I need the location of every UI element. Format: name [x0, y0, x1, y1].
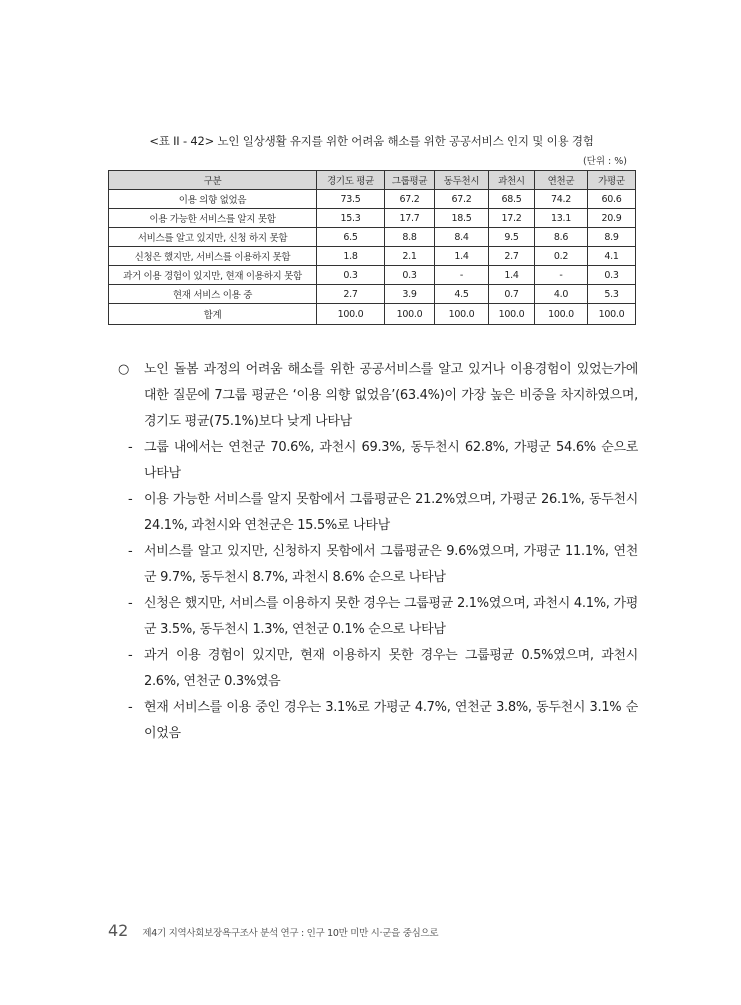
- table-cell: 6.5: [317, 228, 385, 247]
- row-label: 이용 가능한 서비스를 알지 못함: [109, 209, 317, 228]
- table-cell: 100.0: [435, 304, 489, 325]
- table-cell: 60.6: [588, 190, 636, 209]
- table-cell: 8.6: [535, 228, 588, 247]
- header-cell: 구분: [109, 171, 317, 190]
- table-cell: 5.3: [588, 285, 636, 304]
- table-row: [109, 228, 636, 247]
- table-cell: 67.2: [385, 190, 435, 209]
- table-cell: 68.5: [489, 190, 535, 209]
- header-cell: 경기도 평균: [317, 171, 385, 190]
- row-label: 과거 이용 경험이 있지만, 현재 이용하지 못함: [109, 266, 317, 285]
- table-cell: 17.2: [489, 209, 535, 228]
- sub-bullet-text: 그룹 내에서는 연천군 70.6%, 과천시 69.3%, 동두천시 62.8%, 가평군 54.6% 순으로 나타남: [144, 440, 638, 481]
- table-cell: 73.5: [317, 190, 385, 209]
- table-cell: 8.4: [435, 228, 489, 247]
- sub-bullet-text: 현재 서비스를 이용 중인 경우는 3.1%로 가평군 4.7%, 연천군 3.8%, 동두천시 3.1% 순이었음: [144, 700, 638, 741]
- dash-mark: -: [128, 700, 133, 715]
- table-cell: -: [435, 266, 489, 285]
- table-cell: 100.0: [588, 304, 636, 325]
- row-label: 신청은 했지만, 서비스를 이용하지 못함: [109, 247, 317, 266]
- table-cell: 0.3: [317, 266, 385, 285]
- table-total-row: [109, 304, 636, 325]
- sub-bullet: [118, 487, 638, 539]
- table-row: [109, 209, 636, 228]
- table-cell: 0.7: [489, 285, 535, 304]
- table-caption: <표 II - 42> 노인 일상생활 유지를 위한 어려움 해소를 위한 공공서비스 인지 및 이용 경험: [149, 134, 594, 148]
- table-cell: 20.9: [588, 209, 636, 228]
- table-cell: 4.0: [535, 285, 588, 304]
- table-cell: 67.2: [435, 190, 489, 209]
- dash-mark: -: [128, 596, 133, 611]
- table-cell: 9.5: [489, 228, 535, 247]
- dash-mark: -: [128, 544, 133, 559]
- sub-bullet: [118, 435, 638, 487]
- dash-mark: -: [128, 648, 133, 663]
- header-cell: 과천시: [489, 171, 535, 190]
- body-text: [118, 357, 638, 747]
- table-cell: 4.1: [588, 247, 636, 266]
- circle-bullet-mark: ○: [118, 362, 130, 377]
- table-cell: 8.8: [385, 228, 435, 247]
- dash-mark: -: [128, 492, 133, 507]
- table-cell: 17.7: [385, 209, 435, 228]
- sub-bullet-text: 과거 이용 경험이 있지만, 현재 이용하지 못한 경우는 그룹평균 0.5%였으며, 과천시 2.6%, 연천군 0.3%였음: [144, 648, 638, 689]
- header-cell: 가평군: [588, 171, 636, 190]
- table-cell: 15.3: [317, 209, 385, 228]
- table-cell: 1.8: [317, 247, 385, 266]
- table-header-row: [109, 171, 636, 190]
- table-cell: 100.0: [385, 304, 435, 325]
- table-row: [109, 285, 636, 304]
- header-cell: 동두천시: [435, 171, 489, 190]
- table-cell: 0.2: [535, 247, 588, 266]
- main-bullet: [118, 357, 638, 435]
- header-cell: 그룹평균: [385, 171, 435, 190]
- page-number: 42: [108, 921, 129, 940]
- table-cell: 100.0: [489, 304, 535, 325]
- table-cell: 100.0: [317, 304, 385, 325]
- table-cell: 4.5: [435, 285, 489, 304]
- table-row: [109, 190, 636, 209]
- table-row: [109, 247, 636, 266]
- table-row: [109, 266, 636, 285]
- row-label: 합계: [109, 304, 317, 325]
- table-cell: 8.9: [588, 228, 636, 247]
- row-label: 서비스를 알고 있지만, 신청 하지 못함: [109, 228, 317, 247]
- sub-bullet-text: 서비스를 알고 있지만, 신청하지 못함에서 그룹평균은 9.6%였으며, 가평군 11.1%, 연천군 9.7%, 동두천시 8.7%, 과천시 8.6% 순으로 나타남: [144, 544, 638, 585]
- table-cell: 100.0: [535, 304, 588, 325]
- data-table: [108, 170, 636, 325]
- table-cell: 2.1: [385, 247, 435, 266]
- running-title: 제4기 지역사회보장욕구조사 분석 연구 : 인구 10만 미만 시·군을 중심으로: [142, 928, 439, 939]
- table-unit: (단위 : %): [582, 156, 627, 167]
- table-cell: 2.7: [489, 247, 535, 266]
- dash-mark: -: [128, 440, 133, 455]
- header-cell: 연천군: [535, 171, 588, 190]
- page-footer: [108, 921, 438, 940]
- sub-bullet: [118, 591, 638, 643]
- table-cell: 74.2: [535, 190, 588, 209]
- sub-bullet-text: 신청은 했지만, 서비스를 이용하지 못한 경우는 그룹평균 2.1%였으며, 과천시 4.1%, 가평군 3.5%, 동두천시 1.3%, 연천군 0.1% 순으로 나타남: [144, 596, 638, 637]
- table-cell: 1.4: [489, 266, 535, 285]
- sub-bullet: [118, 695, 638, 747]
- sub-bullet: [118, 643, 638, 695]
- row-label: 현재 서비스 이용 중: [109, 285, 317, 304]
- table-cell: -: [535, 266, 588, 285]
- table-cell: 0.3: [385, 266, 435, 285]
- table-cell: 13.1: [535, 209, 588, 228]
- table-cell: 1.4: [435, 247, 489, 266]
- table-cell: 3.9: [385, 285, 435, 304]
- table-cell: 2.7: [317, 285, 385, 304]
- main-bullet-text: 노인 돌봄 과정의 어려움 해소를 위한 공공서비스를 알고 있거나 이용경험이 있었는가에 대한 질문에 7그룹 평균은 ‘이용 의향 없었음’(63.4%)이 가장 높은 비중을 차지하였으며, 경기도 평균(75.1%)보다 낮게 나타남: [144, 362, 638, 429]
- sub-bullet-text: 이용 가능한 서비스를 알지 못함에서 그룹평균은 21.2%였으며, 가평군 26.1%, 동두천시 24.1%, 과천시와 연천군은 15.5%로 나타남: [144, 492, 638, 533]
- row-label: 이용 의향 없었음: [109, 190, 317, 209]
- table-cell: 0.3: [588, 266, 636, 285]
- table-cell: 18.5: [435, 209, 489, 228]
- sub-bullet: [118, 539, 638, 591]
